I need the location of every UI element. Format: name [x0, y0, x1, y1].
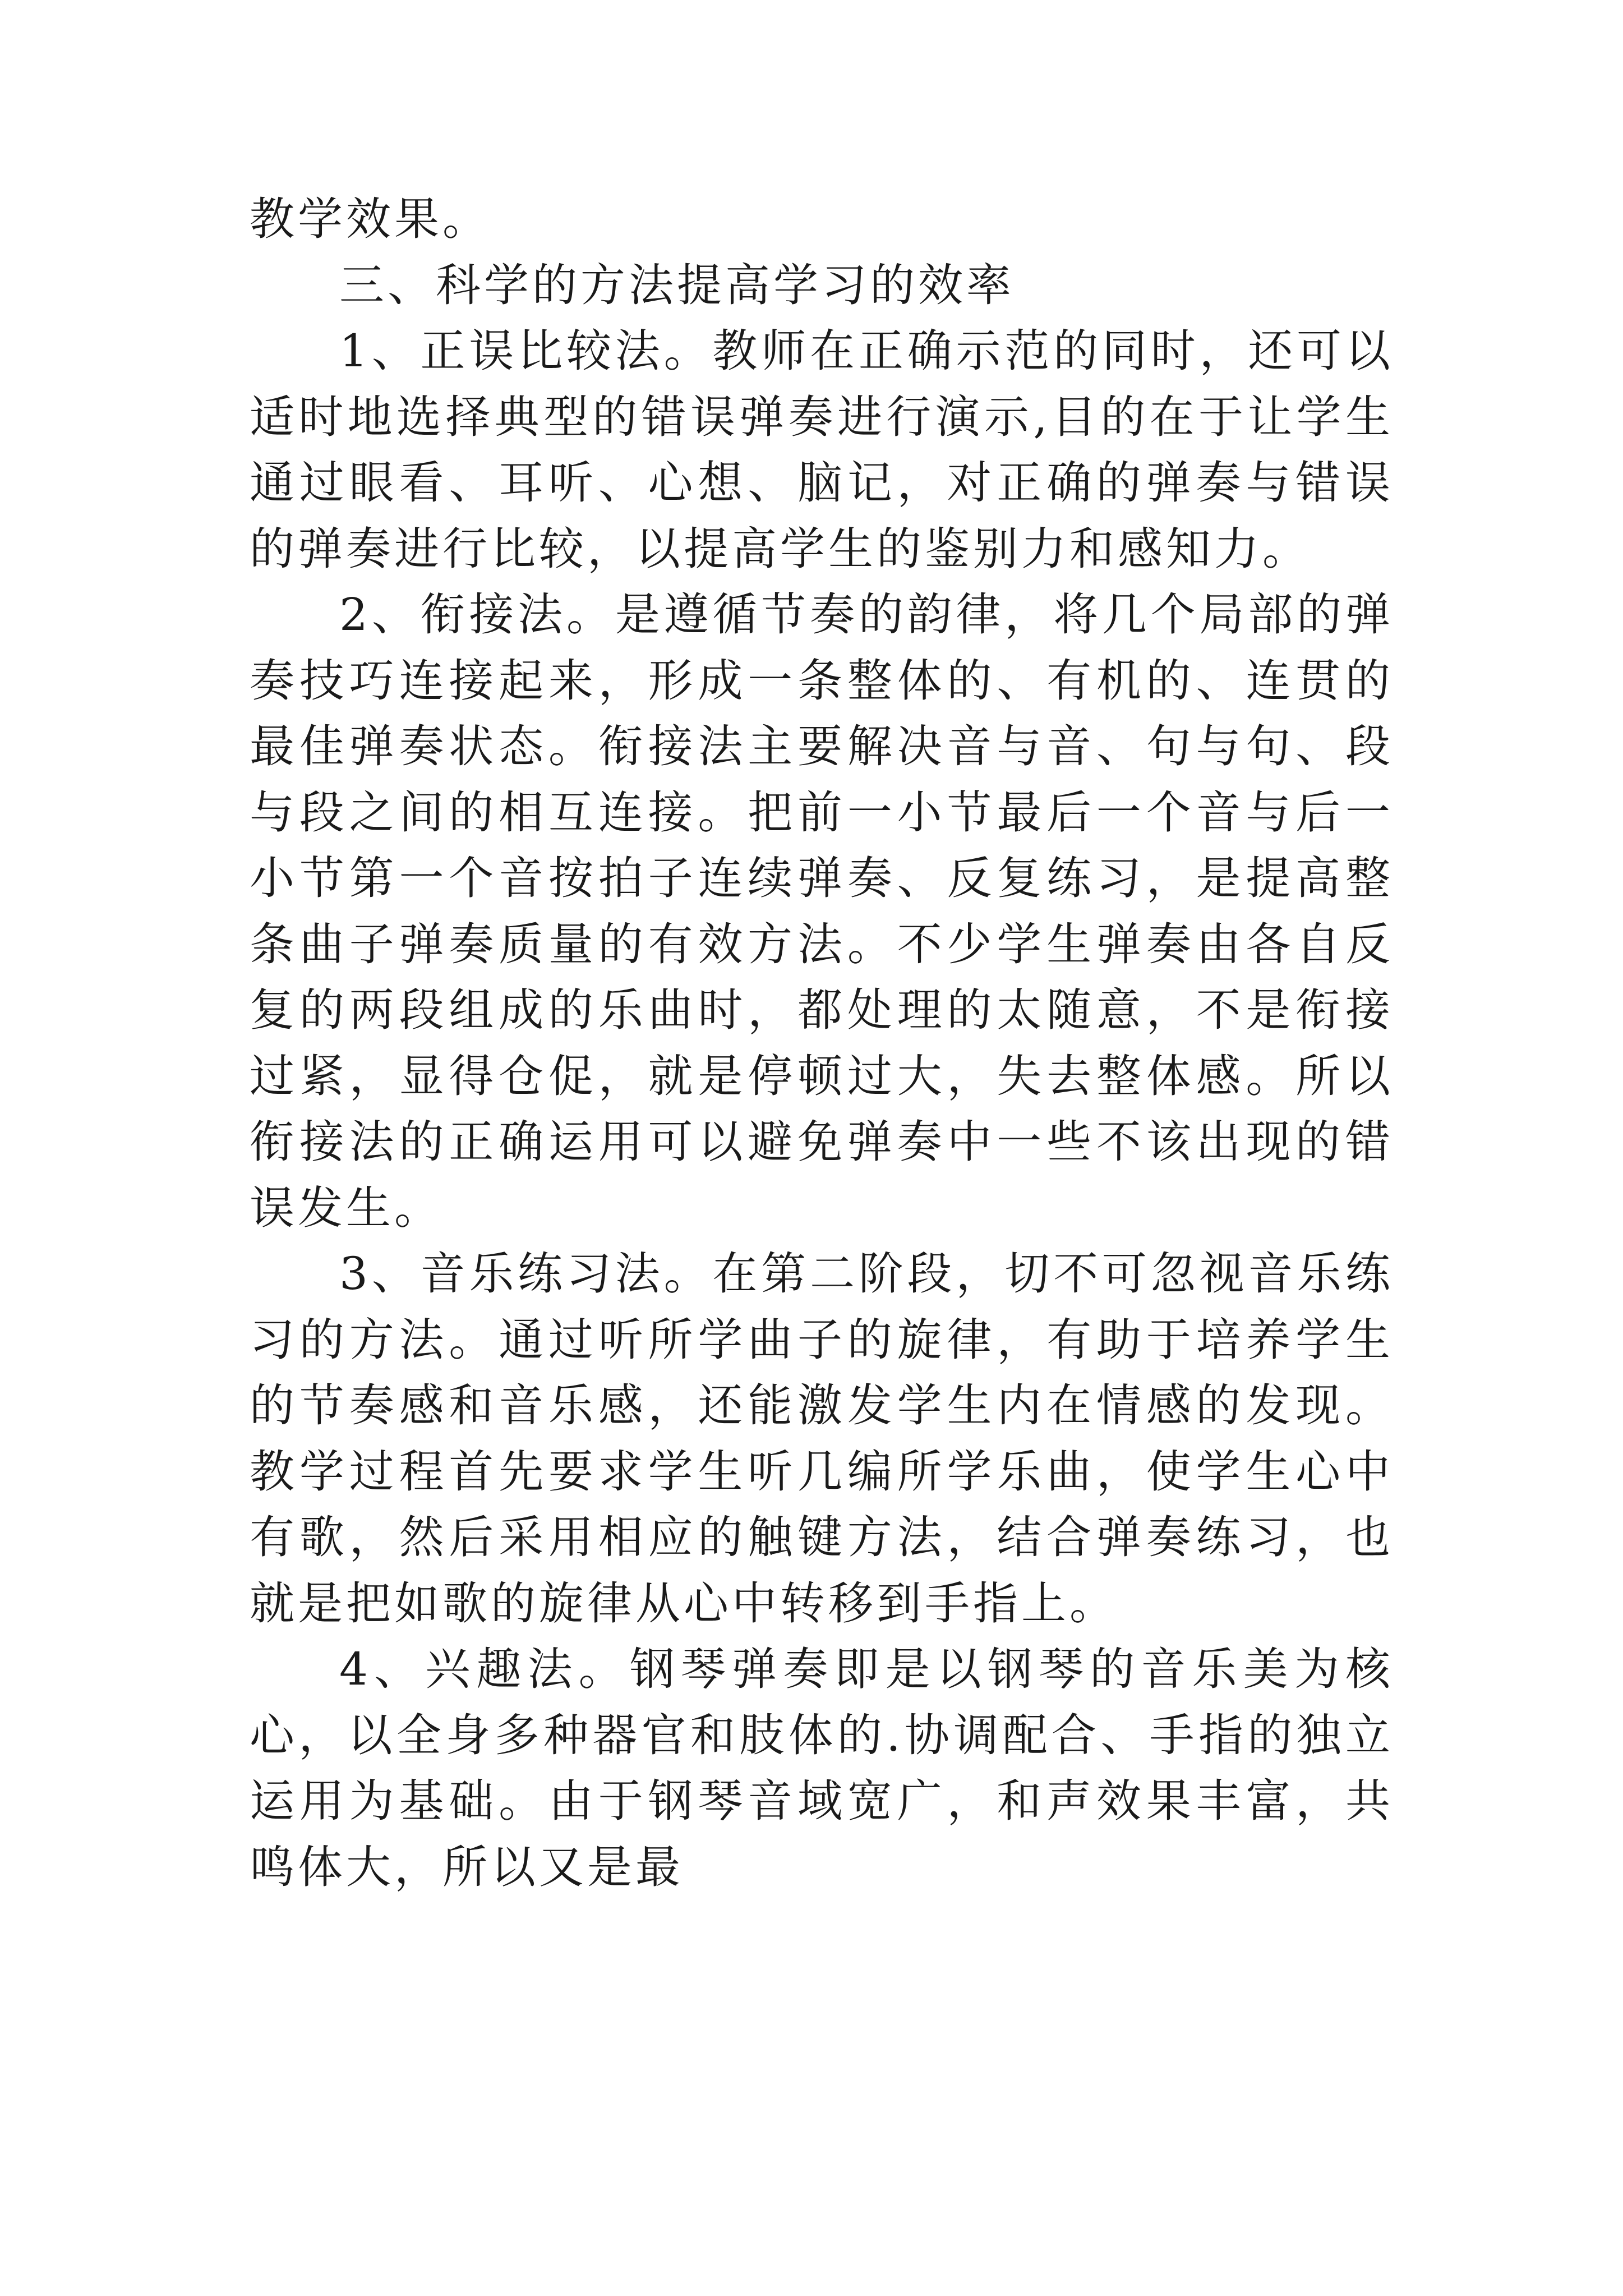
document-body: [250, 186, 1394, 1900]
paragraph-method-2: 2、衔接法。是遵循节奏的韵律，将几个局部的弹奏技巧连接起来，形成一条整体的、有机的、连贯的最佳弹奏状态。衔接法主要解决音与音、句与句、段与段之间的相互连接。把前一小节最后一个音与后一小节第一个音按拍子连续弹奏、反复练习，是提高整条曲子弹奏质量的有效方法。不少学生弹奏由各自反复的两段组成的乐曲时，都处理的太随意，不是衔接过紧，显得仓促，就是停顿过大，失去整体感。所以衔接法的正确运用可以避免弹奏中一些不该出现的错误发生。: [250, 588, 1394, 1234]
paragraph-method-3: 3、音乐练习法。在第二阶段，切不可忽视音乐练习的方法。通过听所学曲子的旋律，有助于培养学生的节奏感和音乐感，还能激发学生内在情感的发现。教学过程首先要求学生听几编所学乐曲，使学生心中有歌，然后采用相应的触键方法，结合弹奏练习，也就是把如歌的旋律从心中转移到手指上。: [250, 1248, 1394, 1630]
paragraph-method-4: 4、兴趣法。钢琴弹奏即是以钢琴的音乐美为核心，以全身多种器官和肢体的.协调配合、手指的独立运用为基础。由于钢琴音域宽广，和声效果丰富，共鸣体大，所以又是最: [250, 1643, 1394, 1893]
paragraph-method-1: 1、正误比较法。教师在正确示范的同时，还可以适时地选择典型的错误弹奏进行演示,目的在于让学生通过眼看、耳听、心想、脑记，对正确的弹奏与错误的弹奏进行比较，以提高学生的鉴别力和感知力。: [250, 325, 1394, 575]
paragraph-continuation: 教学效果。: [250, 193, 491, 245]
section-heading: 三、科学的方法提高学习的效率: [339, 259, 1015, 311]
